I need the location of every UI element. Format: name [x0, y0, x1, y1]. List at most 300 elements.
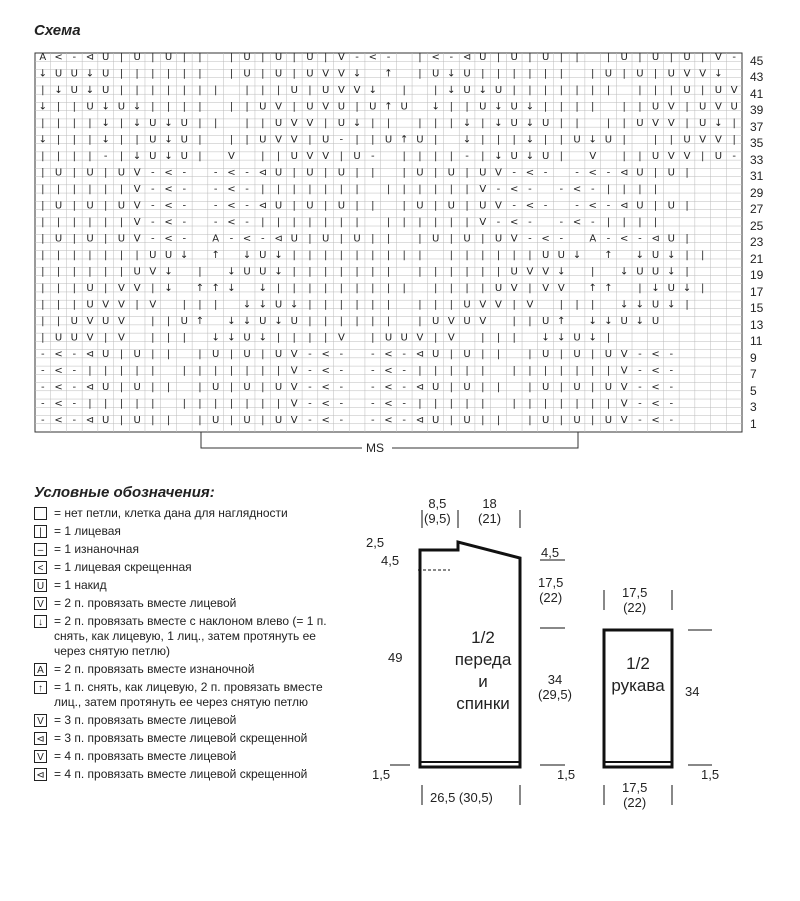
stitch-symbol: |	[119, 398, 124, 410]
stitch-symbol: <	[321, 365, 330, 377]
stitch-symbol: |	[512, 332, 516, 344]
legend-text: = 3 п. провязать вместе лицевой	[54, 713, 237, 727]
stitch-symbol: V	[133, 282, 141, 294]
stitch-symbol: |	[308, 233, 312, 245]
stitch-symbol: |	[151, 282, 155, 294]
stitch-symbol: |	[606, 398, 611, 410]
dim-sleeve-top: 17,5 (22)	[622, 585, 648, 615]
stitch-symbol: -	[669, 381, 674, 393]
stitch-symbol: U	[683, 134, 691, 146]
stitch-symbol: V	[730, 85, 738, 97]
stitch-symbol: ⊲	[415, 381, 425, 393]
stitch-symbol: |	[88, 118, 92, 130]
stitch-symbol: U	[714, 85, 723, 97]
stitch-symbol: ↓	[494, 151, 503, 163]
stitch-symbol: |	[512, 85, 516, 97]
stitch-symbol: <	[54, 365, 63, 377]
stitch-symbol: |	[371, 282, 375, 294]
stitch-symbol: U	[133, 266, 141, 278]
stitch-symbol: -	[575, 200, 579, 212]
stitch-symbol: |	[72, 134, 76, 146]
stitch-symbol: |	[559, 414, 564, 426]
stitch-symbol: -	[638, 398, 642, 410]
stitch-symbol: |	[669, 52, 673, 64]
stitch-symbol: |	[606, 85, 611, 97]
stitch-symbol: U	[463, 68, 471, 80]
stitch-symbol: -	[370, 365, 375, 377]
stitch-symbol: |	[559, 299, 564, 311]
stitch-symbol: |	[261, 365, 265, 377]
stitch-symbol: U	[479, 167, 487, 179]
stitch-symbol: |	[465, 398, 469, 410]
stitch-symbol: U	[541, 249, 550, 261]
stitch-symbol: |	[213, 398, 218, 410]
stitch-symbol: U	[651, 249, 660, 261]
stitch-symbol: |	[496, 134, 501, 146]
stitch-symbol: ↓	[588, 134, 597, 146]
stitch-symbol: |	[386, 217, 391, 229]
stitch-symbol: |	[449, 414, 454, 426]
stitch-symbol: |	[701, 249, 705, 261]
stitch-symbol: |	[465, 217, 469, 229]
stitch-symbol: -	[528, 217, 532, 229]
dim-sleeve-height: 34	[685, 684, 700, 699]
stitch-symbol: ↓	[478, 85, 487, 97]
stitch-symbol: |	[528, 365, 532, 377]
stitch-symbol: -	[182, 217, 187, 229]
stitch-symbol: |	[512, 68, 516, 80]
legend-text: = 1 лицевая	[54, 524, 121, 538]
stitch-symbol: |	[104, 200, 108, 212]
stitch-symbol: |	[465, 167, 469, 179]
stitch-symbol: ↓	[525, 134, 535, 146]
stitch-symbol: |	[198, 101, 202, 113]
stitch-symbol: |	[41, 151, 45, 163]
stitch-symbol: |	[622, 184, 626, 196]
stitch-symbol: |	[465, 266, 469, 278]
stitch-symbol: V	[337, 52, 345, 64]
stitch-symbol: |	[465, 184, 469, 196]
row-number: 19	[750, 268, 764, 283]
stitch-symbol: |	[622, 101, 626, 113]
stitch-symbol: |	[119, 414, 124, 426]
stitch-symbol: V	[86, 332, 94, 344]
stitch-symbol: -	[543, 167, 548, 179]
stitch-symbol: |	[88, 184, 92, 196]
stitch-symbol: U	[557, 249, 565, 261]
stitch-symbol: ↓	[164, 118, 173, 130]
stitch-symbol: |	[104, 167, 108, 179]
stitch-symbol: U	[510, 101, 518, 113]
stitch-symbol: |	[119, 85, 124, 97]
legend-symbol-icon	[34, 507, 47, 520]
stitch-symbol: |	[481, 365, 485, 377]
stitch-symbol: |	[88, 266, 92, 278]
stitch-symbol: -	[449, 52, 454, 64]
stitch-symbol: U	[416, 200, 424, 212]
stitch-symbol: ↓	[635, 315, 645, 327]
stitch-symbol: U	[353, 151, 361, 163]
stitch-symbol: |	[151, 85, 155, 97]
stitch-symbol: V	[652, 118, 660, 130]
stitch-symbol: |	[685, 167, 689, 179]
stitch-symbol: |	[323, 118, 328, 130]
stitch-symbol: ⊲	[415, 414, 425, 426]
stitch-symbol: -	[151, 200, 155, 212]
stitch-symbol: U	[149, 134, 157, 146]
legend-item	[34, 731, 334, 746]
stitch-symbol: |	[386, 118, 391, 130]
stitch-symbol: U	[541, 381, 550, 393]
stitch-symbol: U	[431, 414, 440, 426]
stitch-symbol: |	[261, 217, 265, 229]
stitch-symbol: U	[70, 315, 78, 327]
stitch-symbol: U	[541, 414, 550, 426]
stitch-symbol: ↓	[242, 315, 252, 327]
stitch-symbol: U	[699, 101, 707, 113]
legend-item	[34, 749, 334, 764]
stitch-symbol: U	[149, 249, 157, 261]
stitch-symbol: ↓	[132, 151, 142, 163]
stitch-symbol: |	[292, 200, 296, 212]
stitch-symbol: |	[198, 266, 202, 278]
stitch-symbol: |	[449, 233, 454, 245]
stitch-symbol: |	[119, 134, 124, 146]
stitch-symbol: U	[337, 200, 346, 212]
stitch-symbol: |	[543, 85, 548, 97]
stitch-symbol: |	[151, 365, 155, 377]
stitch-symbol: |	[543, 101, 548, 113]
stitch-symbol: U	[117, 101, 126, 113]
stitch-symbol: <	[227, 167, 236, 179]
stitch-symbol: V	[117, 282, 125, 294]
stitch-symbol: |	[433, 398, 438, 410]
stitch-symbol: ↓	[101, 118, 110, 130]
stitch-symbol: ↓	[557, 332, 566, 344]
stitch-symbol: U	[541, 348, 550, 360]
stitch-symbol: U	[384, 134, 393, 146]
legend-symbol-icon: ⊲	[34, 732, 47, 745]
stitch-symbol: <	[651, 398, 660, 410]
stitch-symbol: |	[56, 151, 61, 163]
stitch-symbol: U	[510, 151, 518, 163]
stitch-symbol: -	[606, 167, 611, 179]
dim-left-hem: 1,5	[372, 767, 391, 782]
stitch-symbol: ↓	[447, 85, 456, 97]
stitch-symbol: |	[371, 315, 375, 327]
stitch-symbol: U	[54, 200, 63, 212]
stitch-symbol: V	[699, 68, 707, 80]
stitch-symbol: |	[638, 85, 642, 97]
stitch-symbol: <	[525, 200, 535, 212]
stitch-symbol: V	[620, 348, 628, 360]
stitch-symbol: -	[339, 381, 344, 393]
stitch-symbol: U	[573, 348, 581, 360]
stitch-symbol: |	[261, 348, 265, 360]
stitch-symbol: |	[323, 167, 328, 179]
stitch-symbol: U	[541, 118, 550, 130]
stitch-symbol: ↓	[682, 282, 692, 294]
stitch-symbol: U	[651, 266, 660, 278]
stitch-symbol: |	[653, 134, 658, 146]
row-number: 43	[750, 70, 764, 85]
stitch-symbol: |	[261, 85, 265, 97]
row-number: 21	[750, 251, 764, 266]
stitch-symbol: V	[337, 68, 345, 80]
stitch-symbol: |	[669, 85, 673, 97]
stitch-symbol: U	[636, 266, 644, 278]
stitch-symbol: |	[198, 85, 202, 97]
stitch-symbol: |	[386, 282, 391, 294]
stitch-symbol: U	[133, 348, 141, 360]
stitch-symbol: <	[572, 184, 582, 196]
stitch-symbol: U	[510, 52, 518, 64]
stitch-symbol: |	[56, 184, 61, 196]
stitch-symbol: V	[227, 151, 235, 163]
stitch-symbol: ⊲	[415, 348, 425, 360]
stitch-symbol: |	[418, 365, 422, 377]
stitch-symbol: |	[135, 299, 139, 311]
stitch-symbol: |	[104, 332, 108, 344]
stitch-symbol: |	[323, 332, 328, 344]
stitch-symbol: |	[371, 266, 375, 278]
stitch-symbol: V	[337, 85, 345, 97]
stitch-symbol: U	[102, 348, 110, 360]
legend-symbol-icon: ↑	[34, 681, 47, 694]
stitch-symbol: |	[433, 299, 438, 311]
stitch-symbol: <	[431, 52, 440, 64]
stitch-symbol: |	[229, 68, 234, 80]
stitch-symbol: U	[259, 315, 267, 327]
stitch-symbol: |	[653, 217, 658, 229]
stitch-symbol: U	[149, 118, 157, 130]
stitch-symbol: |	[166, 381, 171, 393]
stitch-symbol: -	[638, 365, 642, 377]
stitch-symbol: -	[370, 381, 375, 393]
stitch-symbol: -	[402, 398, 407, 410]
stitch-symbol: |	[245, 365, 249, 377]
legend-item	[34, 614, 334, 659]
stitch-symbol: -	[72, 348, 77, 360]
stitch-symbol: |	[182, 52, 186, 64]
stitch-symbol: <	[54, 414, 63, 426]
stitch-symbol: -	[606, 233, 611, 245]
stitch-symbol: |	[591, 266, 595, 278]
stitch-symbol: |	[229, 52, 234, 64]
stitch-symbol: |	[261, 414, 265, 426]
stitch-symbol: |	[418, 118, 422, 130]
stitch-symbol: |	[559, 398, 564, 410]
stitch-symbol: |	[528, 282, 532, 294]
row-number: 37	[750, 119, 764, 134]
dim-sleeve-bottom: 17,5 (22)	[622, 780, 648, 810]
stitch-symbol: |	[182, 101, 186, 113]
stitch-symbol: V	[290, 381, 298, 393]
stitch-symbol: U	[714, 151, 723, 163]
stitch-symbol: |	[559, 52, 564, 64]
dim-body-width: 26,5 (30,5)	[430, 790, 493, 805]
stitch-symbol: |	[292, 52, 296, 64]
stitch-symbol: <	[651, 348, 660, 360]
stitch-symbol: |	[151, 381, 155, 393]
stitch-symbol: -	[669, 365, 674, 377]
stitch-symbol: V	[479, 184, 487, 196]
stitch-symbol: U	[259, 101, 267, 113]
stitch-symbol: <	[651, 381, 660, 393]
stitch-symbol: U	[70, 332, 78, 344]
stitch-symbol: |	[182, 85, 186, 97]
stitch-symbol: |	[135, 85, 139, 97]
stitch-symbol: -	[559, 217, 564, 229]
stitch-symbol: U	[384, 332, 393, 344]
stitch-symbol: |	[575, 365, 579, 377]
legend-text: = 1 накид	[54, 578, 107, 592]
stitch-symbol: U	[494, 85, 503, 97]
stitch-symbol: |	[323, 200, 328, 212]
stitch-symbol: <	[384, 381, 393, 393]
stitch-symbol: |	[528, 249, 532, 261]
row-number: 27	[750, 202, 764, 217]
stitch-symbol: U	[243, 266, 251, 278]
stitch-symbol: |	[56, 217, 61, 229]
stitch-symbol: |	[465, 365, 469, 377]
stitch-symbol: |	[701, 151, 705, 163]
stitch-symbol: ↓	[164, 151, 173, 163]
stitch-symbol: U	[274, 200, 283, 212]
stitch-symbol: |	[685, 249, 689, 261]
stitch-symbol: U	[102, 52, 110, 64]
stitch-symbol: |	[638, 217, 642, 229]
stitch-symbol: |	[418, 68, 422, 80]
stitch-symbol: |	[292, 266, 296, 278]
stitch-symbol: |	[229, 381, 234, 393]
stitch-symbol: |	[72, 233, 76, 245]
stitch-symbol: |	[182, 332, 186, 344]
stitch-symbol: ↓	[714, 68, 723, 80]
stitch-symbol: U	[730, 101, 738, 113]
stitch-symbol: ↓	[525, 151, 535, 163]
stitch-symbol: |	[402, 217, 406, 229]
legend-item	[34, 542, 334, 557]
stitch-symbol: |	[166, 85, 171, 97]
stitch-symbol: <	[164, 217, 173, 229]
stitch-symbol: -	[339, 398, 344, 410]
row-number: 41	[750, 86, 764, 101]
stitch-symbol: <	[368, 52, 377, 64]
stitch-symbol: |	[559, 85, 564, 97]
stitch-symbol: |	[41, 167, 45, 179]
stitch-symbol: ↓	[352, 68, 362, 80]
stitch-symbol: U	[573, 381, 581, 393]
stitch-symbol: ↓	[211, 332, 220, 344]
stitch-symbol: V	[322, 68, 330, 80]
stitch-symbol: |	[449, 381, 454, 393]
stitch-symbol: V	[620, 365, 628, 377]
stitch-symbol: |	[449, 151, 454, 163]
stitch-symbol: U	[651, 315, 660, 327]
stitch-symbol: U	[541, 151, 550, 163]
stitch-symbol: -	[151, 217, 155, 229]
stitch-symbol: -	[72, 52, 77, 64]
stitch-symbol: |	[449, 266, 454, 278]
stitch-symbol: |	[433, 282, 438, 294]
stitch-symbol: |	[528, 315, 532, 327]
stitch-symbol: -	[732, 52, 736, 64]
dim-armhole: 17,5 (22)	[538, 575, 564, 605]
stitch-symbol: V	[117, 315, 125, 327]
dim-left-top-b: 4,5	[381, 553, 400, 568]
stitch-symbol: U	[306, 52, 314, 64]
stitch-symbol: ↓	[274, 266, 283, 278]
stitch-symbol: U	[274, 299, 283, 311]
stitch-symbol: |	[528, 68, 532, 80]
stitch-symbol: V	[322, 151, 330, 163]
ms-bracket	[201, 432, 578, 448]
legend-symbol-icon: ⊲	[34, 768, 47, 781]
stitch-symbol: V	[542, 282, 550, 294]
stitch-symbol: |	[88, 134, 92, 146]
stitch-symbol: <	[384, 398, 393, 410]
stitch-symbol: V	[510, 282, 518, 294]
stitch-symbol: -	[182, 233, 187, 245]
stitch-symbol: |	[685, 233, 689, 245]
stitch-symbol: |	[229, 134, 234, 146]
stitch-symbol: |	[543, 134, 548, 146]
stitch-symbol: |	[481, 151, 485, 163]
stitch-symbol: |	[41, 200, 45, 212]
stitch-symbol: -	[41, 348, 45, 360]
stitch-symbol: U	[243, 348, 251, 360]
stitch-symbol: <	[227, 200, 236, 212]
stitch-symbol: ⊲	[651, 233, 660, 245]
stitch-symbol: |	[386, 266, 391, 278]
stitch-symbol: U	[494, 282, 503, 294]
stitch-symbol: |	[575, 52, 579, 64]
stitch-symbol: ↓	[635, 249, 645, 261]
stitch-symbol: ↓	[38, 68, 48, 80]
stitch-symbol: |	[151, 52, 155, 64]
stitch-symbol: |	[339, 282, 344, 294]
sleeve-label: 1/2 рукава	[611, 654, 665, 695]
stitch-symbol: |	[481, 414, 485, 426]
stitch-symbol: V	[133, 217, 141, 229]
stitch-symbol: U	[54, 332, 63, 344]
stitch-symbol: |	[402, 282, 406, 294]
stitch-symbol: U	[416, 134, 424, 146]
stitch-symbol: -	[339, 134, 344, 146]
stitch-symbol: U	[54, 233, 63, 245]
stitch-symbol: |	[481, 381, 485, 393]
stitch-symbol: |	[229, 101, 234, 113]
stitch-symbol: <	[588, 167, 597, 179]
stitch-symbol: U	[243, 68, 251, 80]
stitch-symbol: U	[274, 52, 283, 64]
stitch-symbol: |	[496, 414, 501, 426]
stitch-symbol: U	[667, 68, 675, 80]
stitch-symbol: |	[543, 365, 548, 377]
stitch-symbol: V	[337, 332, 345, 344]
stitch-symbol: U	[259, 134, 267, 146]
stitch-symbol: U	[604, 381, 613, 393]
stitch-symbol: -	[496, 217, 501, 229]
stitch-symbol: |	[465, 282, 469, 294]
stitch-symbol: |	[653, 85, 658, 97]
stitch-symbol: |	[543, 398, 548, 410]
stitch-symbol: |	[559, 134, 564, 146]
stitch-symbol: -	[308, 414, 312, 426]
stitch-symbol: |	[418, 398, 422, 410]
stitch-symbol: <	[384, 348, 393, 360]
